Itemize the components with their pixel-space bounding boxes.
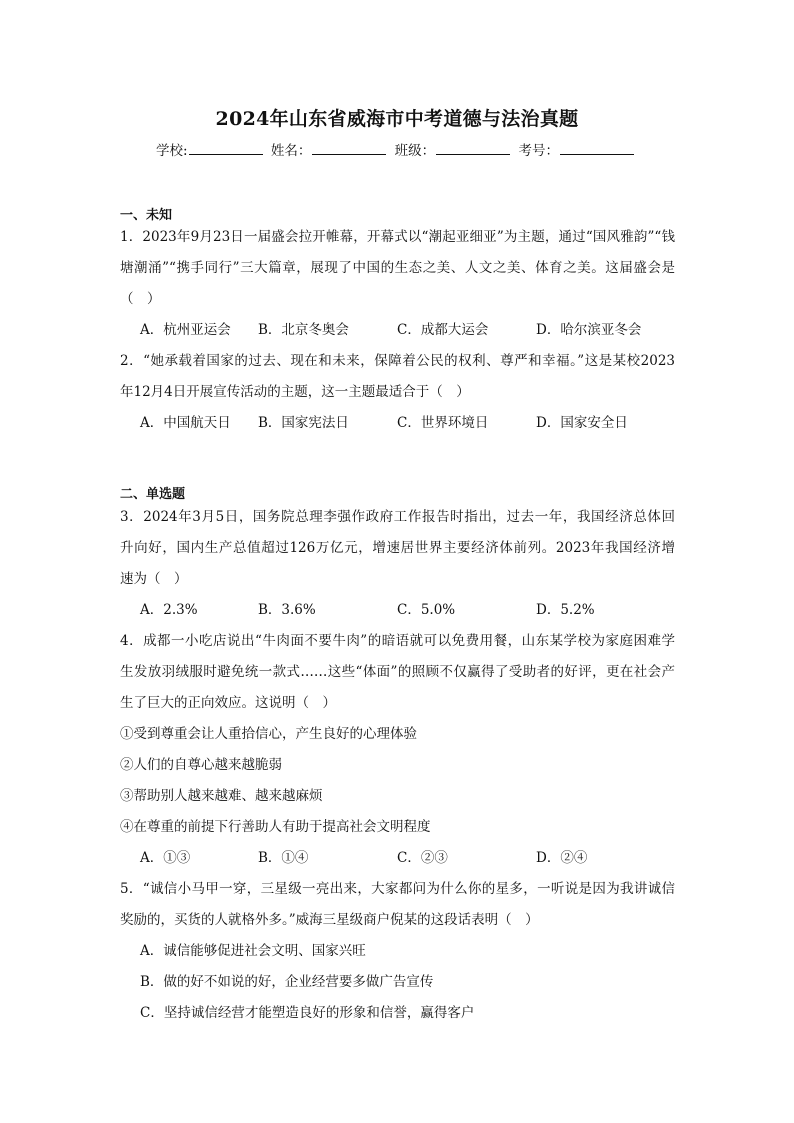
q5-option-b[interactable]: B．做的好不如说的好，企业经营要多做广告宣传 [140, 974, 434, 990]
q5-line-1: 5．“诚信小马甲一穿，三星级一亮出来，大家都问为什么你的星多，一听说是因为我讲诚信 [120, 881, 675, 897]
q5-option-a[interactable]: A．诚信能够促进社会文明、国家兴旺 [140, 943, 366, 959]
q2-option-a[interactable]: A．中国航天日 [140, 415, 231, 431]
q2-line-2: 年12月4日开展宣传活动的主题，这一主题最适合于（ ） [120, 384, 470, 400]
q2-option-d[interactable]: D．国家安全日 [536, 415, 628, 431]
school-label: 学校: [156, 143, 188, 159]
number-label: 考号： [518, 143, 559, 159]
q4-line-1: 4．成都一小吃店说出“牛肉面不要牛肉”的暗语就可以免费用餐，山东某学校为家庭困难学 [120, 633, 675, 649]
q2-line-1: 2．“她承载着国家的过去、现在和未来，保障着公民的权利、尊严和幸福。”这是某校2023 [120, 353, 675, 369]
q2-option-b[interactable]: B．国家宪法日 [258, 415, 349, 431]
q4-option-c[interactable]: C．②③ [397, 850, 448, 866]
q1-option-d[interactable]: D．哈尔滨亚冬会 [536, 322, 642, 338]
q1-line-2: 塘潮涌”“携手同行”三大篇章，展现了中国的生态之美、人文之美、体育之美。这届盛会是 [120, 260, 675, 276]
school-blank[interactable] [189, 141, 263, 155]
q3-line-1: 3．2024年3月5日，国务院总理李强作政府工作报告时指出，过去一年，我国经济总体回 [120, 509, 675, 525]
q4-statement-2: ②人们的自尊心越来越脆弱 [120, 757, 282, 773]
q4-statement-3: ③帮助别人越来越难、越来越麻烦 [120, 788, 323, 804]
q4-option-d[interactable]: D．②④ [536, 850, 588, 866]
q1-line-1: 1．2023年9月23日一届盛会拉开帷幕，开幕式以“潮起亚细亚”为主题，通过“国风雅韵”“钱 [120, 229, 675, 245]
q4-statement-1: ①受到尊重会让人重拾信心，产生良好的心理体验 [120, 726, 417, 742]
q1-option-a[interactable]: A．杭州亚运会 [140, 322, 231, 338]
class-label: 班级： [394, 143, 436, 159]
class-blank[interactable] [436, 141, 510, 155]
number-blank[interactable] [560, 141, 634, 155]
exam-title: 2024年山东省威海市中考道德与法治真题 [215, 108, 579, 130]
q2-option-c[interactable]: C．世界环境日 [397, 415, 489, 431]
q4-option-a[interactable]: A．①③ [140, 850, 191, 866]
q4-line-3: 生了巨大的正向效应。这说明（ ） [120, 695, 336, 711]
q5-option-c[interactable]: C．坚持诚信经营才能塑造良好的形象和信誉，赢得客户 [140, 1005, 475, 1021]
section-heading-single-choice: 二、单选题 [120, 487, 186, 502]
student-info-line [0, 139, 794, 159]
q1-option-b[interactable]: B．北京冬奥会 [258, 322, 349, 338]
q3-option-a[interactable]: A．2.3% [140, 602, 198, 618]
q3-option-c[interactable]: C．5.0% [397, 602, 456, 618]
name-label: 姓名： [270, 143, 312, 159]
section-heading-unknown: 一、未知 [120, 208, 173, 223]
q4-option-b[interactable]: B．①④ [258, 850, 309, 866]
q4-line-2: 生发放羽绒服时避免统一款式……这些“体面”的照顾不仅赢得了受助者的好评，更在社会产 [120, 664, 675, 680]
q5-line-2: 奖励的，买货的人就格外多。”威海三星级商户倪某的这段话表明（ ） [120, 912, 539, 928]
q3-line-3: 速为（ ） [120, 571, 188, 587]
q1-line-3: （ ） [120, 291, 161, 307]
q4-statement-4: ④在尊重的前提下行善助人有助于提高社会文明程度 [120, 819, 431, 835]
q1-option-c[interactable]: C．成都大运会 [397, 322, 489, 338]
q3-line-2: 升向好，国内生产总值超过126万亿元，增速居世界主要经济体前列。2023年我国经济增 [120, 540, 675, 556]
q3-option-d[interactable]: D．5.2% [536, 602, 595, 618]
name-blank[interactable] [312, 141, 386, 155]
q3-option-b[interactable]: B．3.6% [258, 602, 316, 618]
